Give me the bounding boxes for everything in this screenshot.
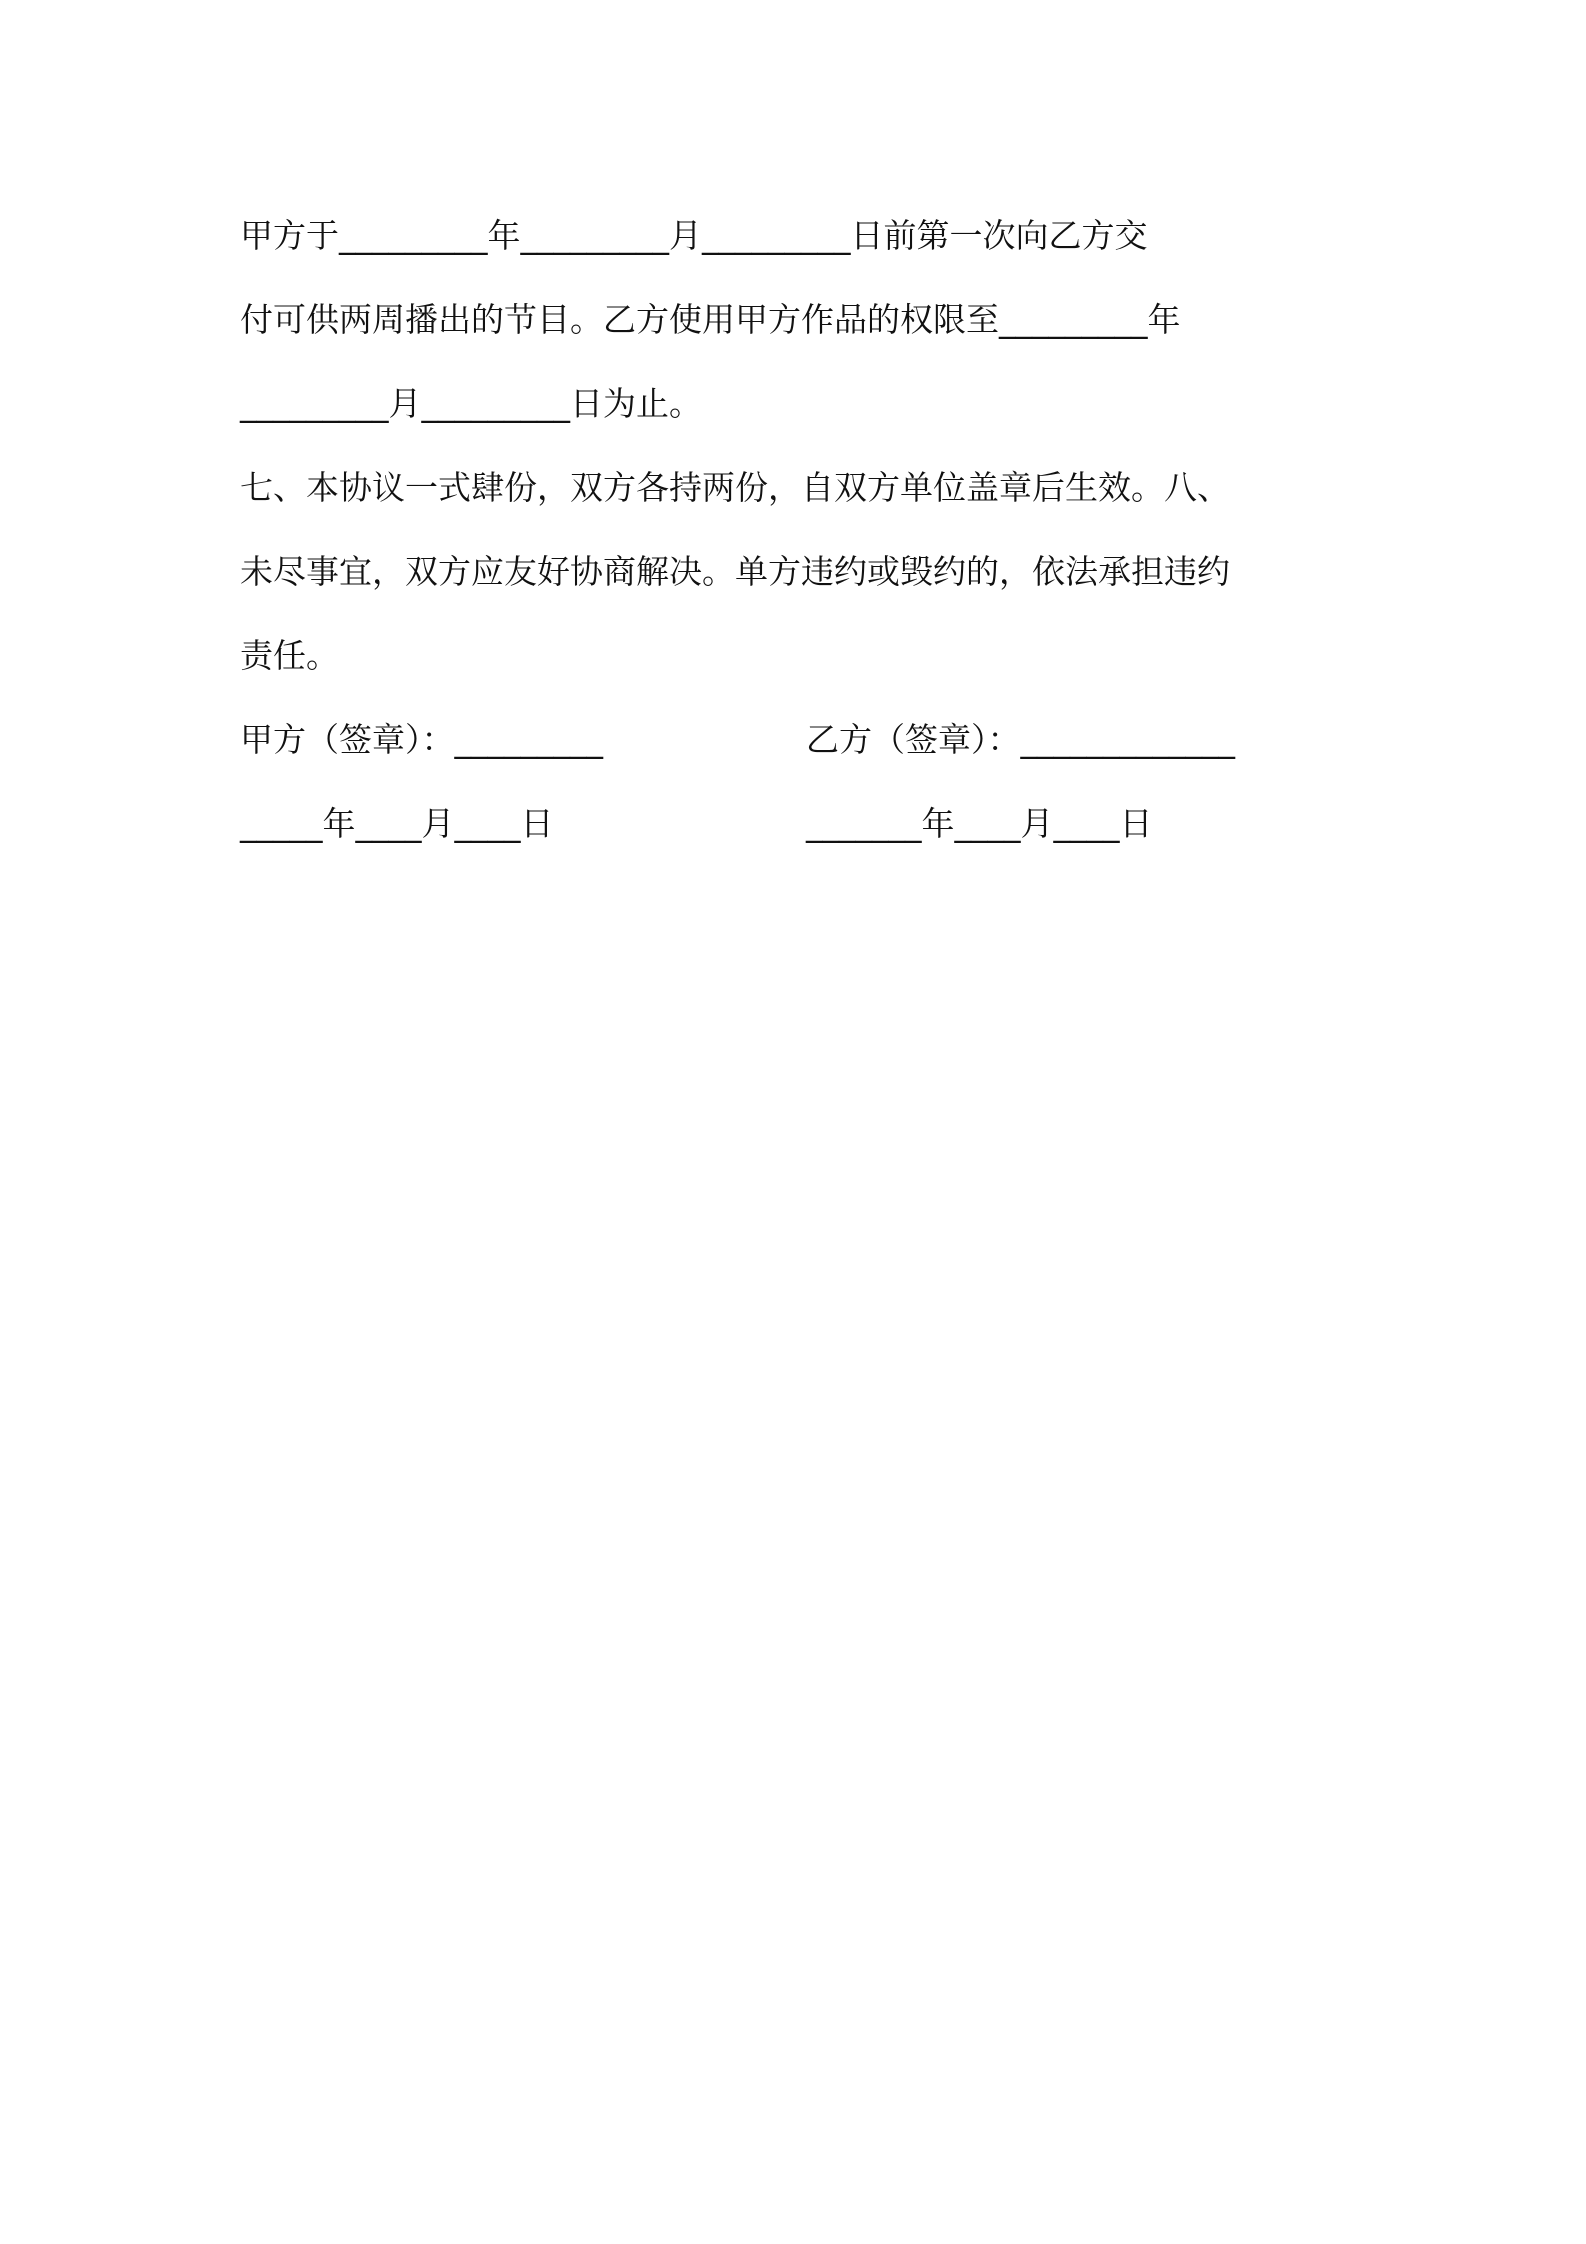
paragraph-line: 甲方于_________年_________月_________日前第一次向乙方交 (240, 216, 1148, 255)
date-row (240, 782, 1360, 866)
document-body (240, 194, 1360, 866)
party-a-signature-label: 甲方（签章）：_________ (240, 720, 603, 759)
paragraph-line: _________月_________日为止。 (240, 384, 702, 423)
signature-row (240, 698, 1360, 782)
paragraph-line: 七、本协议一式肆份，双方各持两份，自双方单位盖章后生效。八、 (240, 468, 1230, 507)
party-a-date: _____年____月____日 (240, 804, 554, 843)
paragraph-line: 责任。 (240, 636, 339, 675)
paragraph-line: 付可供两周播出的节目。乙方使用甲方作品的权限至_________年 (240, 300, 1181, 339)
paragraph-line: 未尽事宜，双方应友好协商解决。单方违约或毁约的，依法承担违约 (240, 552, 1230, 591)
party-b-date: _______年____月____日 (806, 804, 1153, 843)
party-b-signature-label: 乙方（签章）：_____________ (806, 720, 1235, 759)
